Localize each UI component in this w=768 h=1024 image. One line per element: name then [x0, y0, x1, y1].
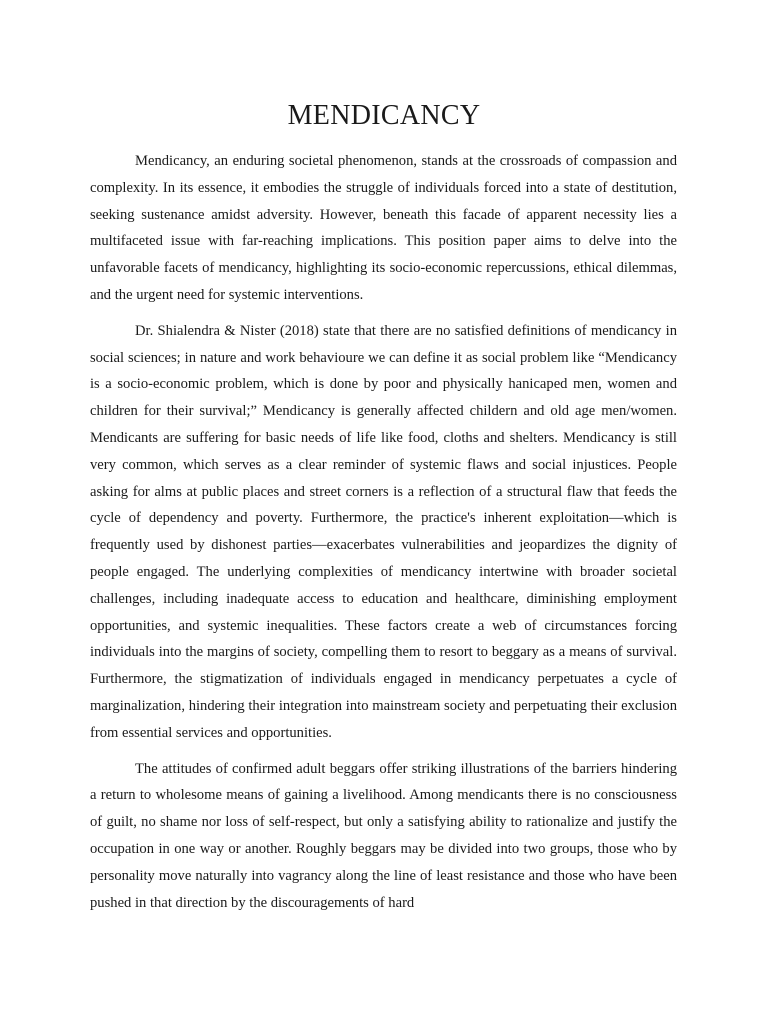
document-body: [90, 148, 677, 925]
paragraph-1: Mendicancy, an enduring societal phenomenon, stands at the crossroads of compassion and complexity. In its essence, it embodies the struggle of individuals forced into a state of destitution, seeking sustenance amidst adversity. However, beneath this facade of apparent necessity lies a multifaceted issue with far-reaching implications. This position paper aims to delve into the unfavorable facets of mendicancy, highlighting its socio-economic repercussions, ethical dilemmas, and the urgent need for systemic interventions.: [90, 153, 677, 303]
paragraph-3: The attitudes of confirmed adult beggars offer striking illustrations of the barriers hindering a return to wholesome means of gaining a livelihood. Among mendicants there is no consciousness of guilt, no shame nor loss of self-respect, but only a satisfying ability to rationalize and justify the occupation in one way or another. Roughly beggars may be divided into two groups, those who by personality move naturally into vagrancy along the line of least resistance and those who have been pushed in that direction by the discouragements of hard: [90, 760, 677, 911]
paragraph-2: Dr. Shialendra & Nister (2018) state that there are no satisfied definitions of mendicancy in social sciences; in nature and work behavioure we can define it as social problem like “Mendicancy is a socio-economic problem, which is done by poor and physically hanicaped men, women and children for their survival;” Mendicancy is generally affected childern and old age men/women. Mendicants are suffering for basic needs of life like food, cloths and shelters. Mendicancy is still very common, which serves as a clear reminder of systemic flaws and social injustices. People asking for alms at public places and street corners is a reflection of a structural flaw that feeds the cycle of dependency and poverty. Furthermore, the practice's inherent exploitation—which is frequently used by dishonest parties—exacerbates vulnerabilities and jeopardizes the dignity of people engaged. The underlying complexities of mendicancy intertwine with broader societal challenges, including inadequate access to education and healthcare, diminishing employment opportunities, and systemic inequalities. These factors create a web of circumstances forcing individuals into the margins of society, compelling them to resort to beggary as a means of survival. Furthermore, the stigmatization of individuals engaged in mendicancy perpetuates a cycle of marginalization, hindering their integration into mainstream society and perpetuating their exclusion from essential services and opportunities.: [90, 322, 677, 741]
document-title: MENDICANCY: [287, 100, 481, 131]
